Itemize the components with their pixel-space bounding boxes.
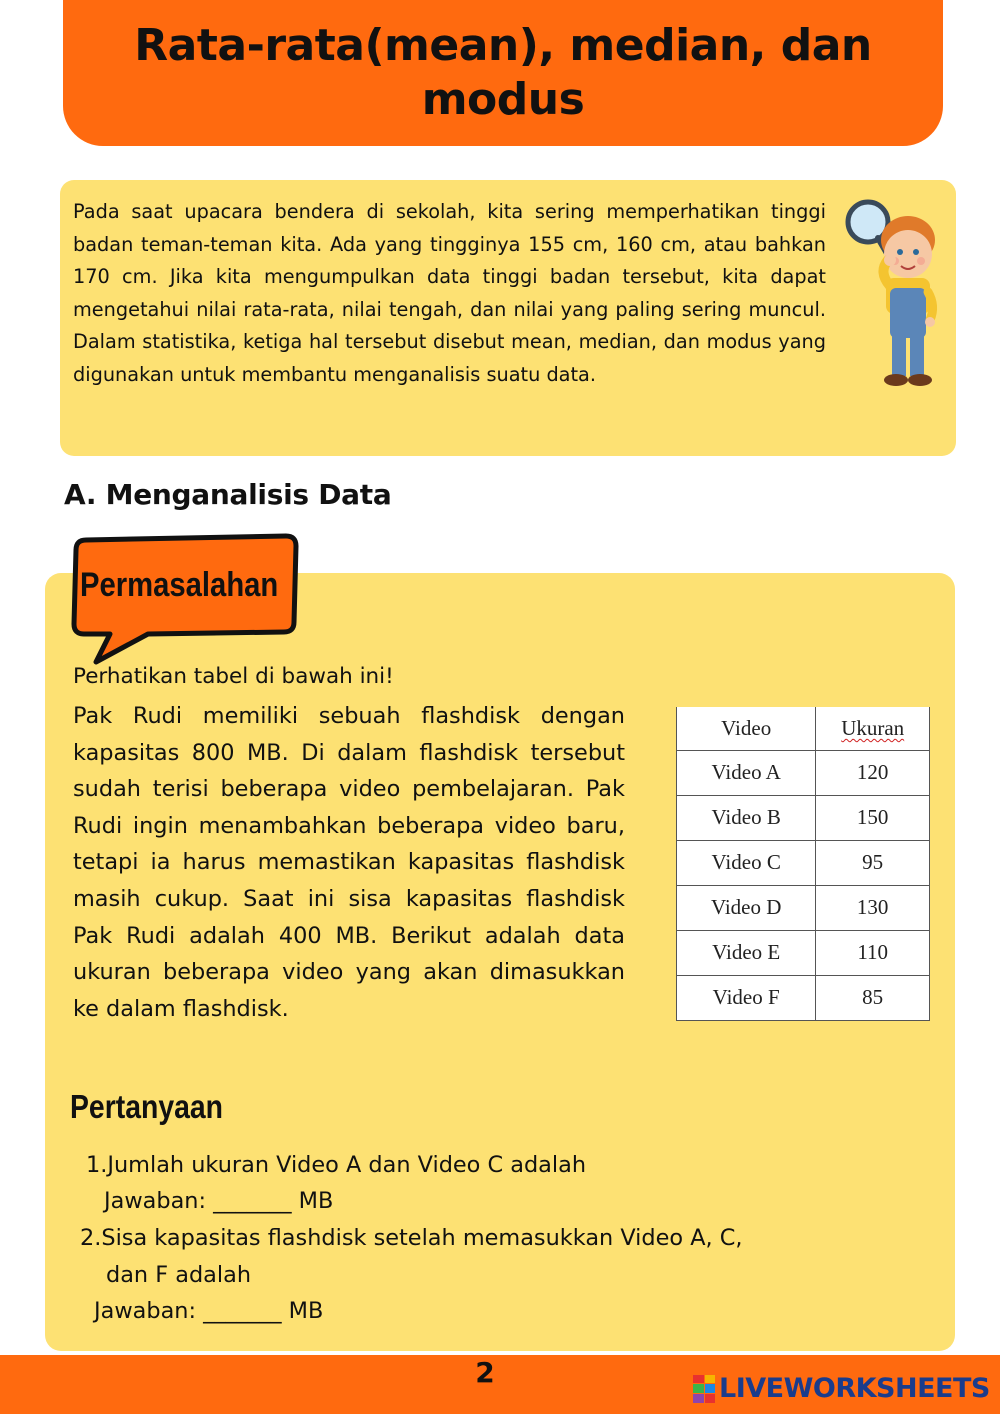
table-header bbox=[816, 707, 930, 750]
table-cell: Video C bbox=[677, 840, 816, 885]
table-row bbox=[677, 795, 930, 840]
video-size-table bbox=[676, 707, 930, 1021]
liveworksheets-logo bbox=[693, 1373, 990, 1404]
answer-1-line bbox=[104, 1183, 333, 1220]
page-number: 2 bbox=[475, 1356, 495, 1389]
table-cell: 130 bbox=[816, 885, 930, 930]
answer-blank[interactable]: _______ bbox=[203, 1298, 282, 1324]
question-text: Sisa kapasitas flashdisk setelah memasukkan Video A, C, bbox=[101, 1225, 743, 1251]
question-number: 1. bbox=[86, 1152, 108, 1178]
table-cell: 120 bbox=[816, 750, 930, 795]
table-cell: Video F bbox=[677, 975, 816, 1020]
question-2-continued: dan F adalah bbox=[106, 1262, 252, 1288]
page-title: Rata-rata(mean), median, dan modus bbox=[134, 20, 872, 125]
questions-heading: Pertanyaan bbox=[70, 1088, 224, 1125]
table-cell: Video B bbox=[677, 795, 816, 840]
table-cell: Video A bbox=[677, 750, 816, 795]
answer-label: Jawaban: bbox=[94, 1298, 197, 1324]
section-heading: A. Menganalisis Data bbox=[64, 478, 392, 511]
table-header: Video bbox=[677, 707, 816, 750]
intro-box bbox=[60, 180, 956, 456]
answer-2-line bbox=[94, 1293, 323, 1330]
table-header-text: Ukuran bbox=[841, 715, 905, 740]
boy-with-magnifier-illustration bbox=[838, 188, 950, 402]
liveworksheets-logo-icon bbox=[693, 1375, 715, 1403]
problem-story: Pak Rudi memiliki sebuah flashdisk dengan kapasitas 800 MB. Di dalam flashdisk tersebut sudah terisi beberapa video pembelajaran. Pak Rudi ingin menambahkan beberapa video baru, tetapi ia harus memastikan kapasitas flashdisk masih cukup. Saat ini sisa kapasitas flashdisk Pak Rudi adalah 400 MB. Berikut adalah data ukuran beberapa video yang akan dimasukkan ke dalam flashdisk. bbox=[73, 703, 625, 1022]
answer-label: Jawaban: bbox=[104, 1188, 207, 1214]
title-banner bbox=[63, 0, 943, 146]
liveworksheets-brand-text: LIVEWORKSHEETS bbox=[719, 1373, 990, 1404]
question-2 bbox=[80, 1220, 743, 1257]
table-cell: 95 bbox=[816, 840, 930, 885]
table-row bbox=[677, 930, 930, 975]
answer-blank[interactable]: _______ bbox=[213, 1188, 292, 1214]
table-cell: Video D bbox=[677, 885, 816, 930]
table-row bbox=[677, 975, 930, 1020]
table-cell: 150 bbox=[816, 795, 930, 840]
table-row bbox=[677, 885, 930, 930]
question-1 bbox=[86, 1147, 586, 1184]
question-number: 2. bbox=[80, 1225, 102, 1251]
table-row bbox=[677, 750, 930, 795]
intro-text: Pada saat upacara bendera di sekolah, kita sering memperhatikan tinggi badan teman-teman kita. Ada yang tingginya 155 cm, 160 cm, atau bahkan 170 cm. Jika kita mengumpulkan data tinggi badan tersebut, kita dapat mengetahui nilai rata-rata, nilai tengah, dan nilai yang paling sering muncul. Dalam statistika, ketiga hal tersebut disebut mean, median, dan modus yang digunakan untuk membantu menganalisis suatu data. bbox=[73, 200, 826, 386]
answer-unit: MB bbox=[298, 1188, 334, 1214]
table-cell: 85 bbox=[816, 975, 930, 1020]
problem-label: Permasalahan bbox=[80, 566, 279, 604]
table-header-row bbox=[677, 707, 930, 750]
answer-unit: MB bbox=[288, 1298, 324, 1324]
table-row bbox=[677, 840, 930, 885]
table-cell: Video E bbox=[677, 930, 816, 975]
question-text: Jumlah ukuran Video A dan Video C adalah bbox=[107, 1152, 587, 1178]
problem-instruction: Perhatikan tabel di bawah ini! bbox=[73, 664, 394, 689]
table-cell: 110 bbox=[816, 930, 930, 975]
